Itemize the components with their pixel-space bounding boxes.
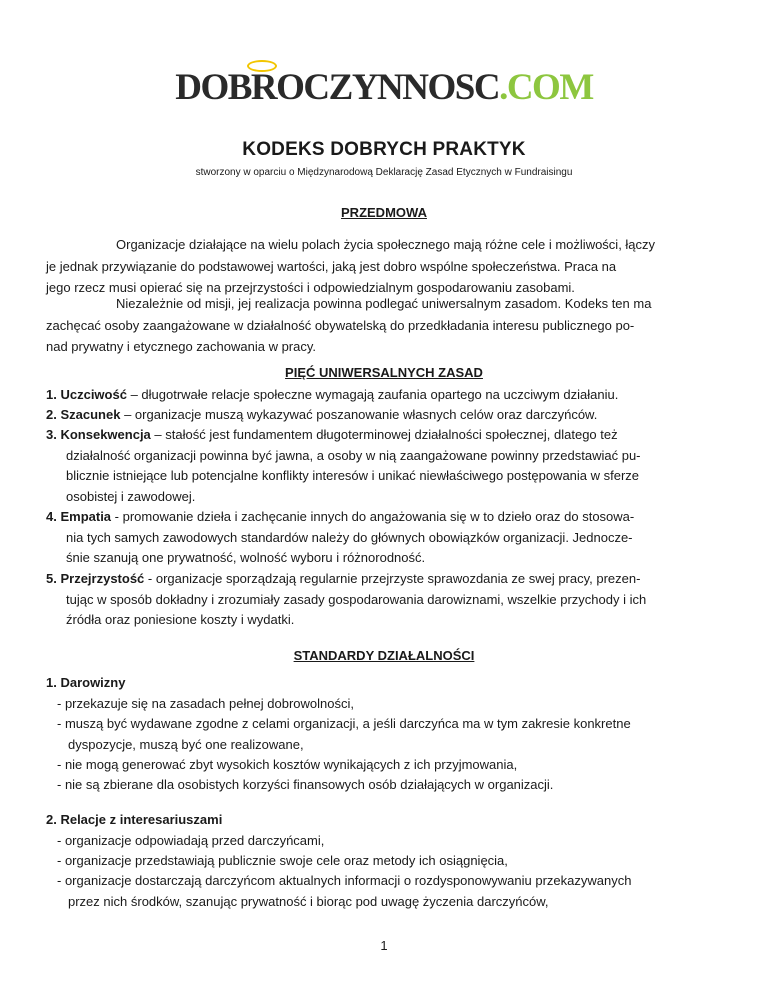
principles-heading: PIĘĆ UNIWERSALNYCH ZASAD [285,365,483,380]
list-item: - muszą być wydawane zgodne z celami organizacji, a jeśli darczyńca ma w tym zakresie konkretne dyspozycje, muszą być one realizowane, [57,716,631,752]
standards-section-title: 2. Relacje z interesariuszami [46,812,223,827]
standards-section-title: 1. Darowizny [46,675,126,690]
logo-text-dark: DOBRO CZYNNOSC [175,67,499,108]
principle-item: 4. Empatia - promowanie dzieła i zachęcanie innych do angażowania się w to dzieło oraz do stosowa- nia tych samych zawodowych standardów należy do głównych obowiązków organizacji. Jednocze- śnie szanują one prywatność, wolność wyboru i różnorodność. [46,509,635,565]
preface-heading: PRZEDMOWA [341,205,427,220]
list-item: - organizacje odpowiadają przed darczyńcami, [57,833,325,848]
document-subtitle: stworzony w oparciu o Międzynarodową Deklarację Zasad Etycznych w Fundraisingu [195,167,573,178]
principle-item: 1. Uczciwość – długotrwałe relacje społeczne wymagają zaufania opartego na uczciwym działaniu. [46,387,619,402]
site-logo [0,66,768,109]
logo-text-green: .COM [499,67,593,108]
preface-paragraph-2: Niezależnie od misji, jej realizacja powinna podlegać uniwersalnym zasadom. Kodeks ten ma zachęcać osoby zaangażowane w działalność obywatelską do przedkładania interesu publicznego po- nad prywatny i etycznego zachowania w pracy. [46,296,652,354]
standards-heading: STANDARDY DZIAŁALNOŚCI [293,648,475,663]
list-item: - organizacje dostarczają darczyńcom aktualnych informacji o rozdysponowywaniu przekazywanych przez nich środków, szanując prywatność i biorąc pod uwagę życzenia darczyńców, [57,873,632,909]
principle-item: 5. Przejrzystość - organizacje sporządzają regularnie przejrzyste sprawozdania ze swej pracy, prezen- tując w sposób dokładny i zrozumiały zasady gospodarowania darowiznami, wszelkie przychody i ich źródła oraz poniesione koszty i wydatki. [46,571,647,627]
document-title: KODEKS DOBRYCH PRAKTYK [242,139,526,160]
page-number: 1 [380,938,388,953]
preface-paragraph-1: Organizacje działające na wielu polach życia społecznego mają różne cele i możliwości, łączy je jednak przywiązanie do podstawowej wartości, jaką jest dobro wspólne społeczeństwa. Praca na jego rzecz musi opierać się na przejrzystości i odpowiedzialnym gospodarowaniu zasobami. [46,237,656,295]
halo-icon [247,60,277,72]
list-item: - przekazuje się na zasadach pełnej dobrowolności, [57,696,355,711]
list-item: - nie mogą generować zbyt wysokich kosztów wynikających z ich przyjmowania, [57,757,518,772]
list-item: - organizacje przedstawiają publicznie swoje cele oraz metody ich osiągnięcia, [57,853,508,868]
list-item: - nie są zbierane dla osobistych korzyści finansowych osób działających w organizacji. [57,777,554,792]
principle-item: 3. Konsekwencja – stałość jest fundamentem długoterminowej działalności społecznej, dlatego też działalność organizacji powinna być jawna, a osoby w nią zaangażowane powinny przedstawiać pu- blicznie istniejące lub potencjalne konflikty interesów i unikać niewłaściwego postępowania w sferze osobistej i zawodowej. [46,427,641,504]
principle-item: 2. Szacunek – organizacje muszą wykazywać poszanowanie własnych celów oraz darczyńców. [46,407,598,422]
